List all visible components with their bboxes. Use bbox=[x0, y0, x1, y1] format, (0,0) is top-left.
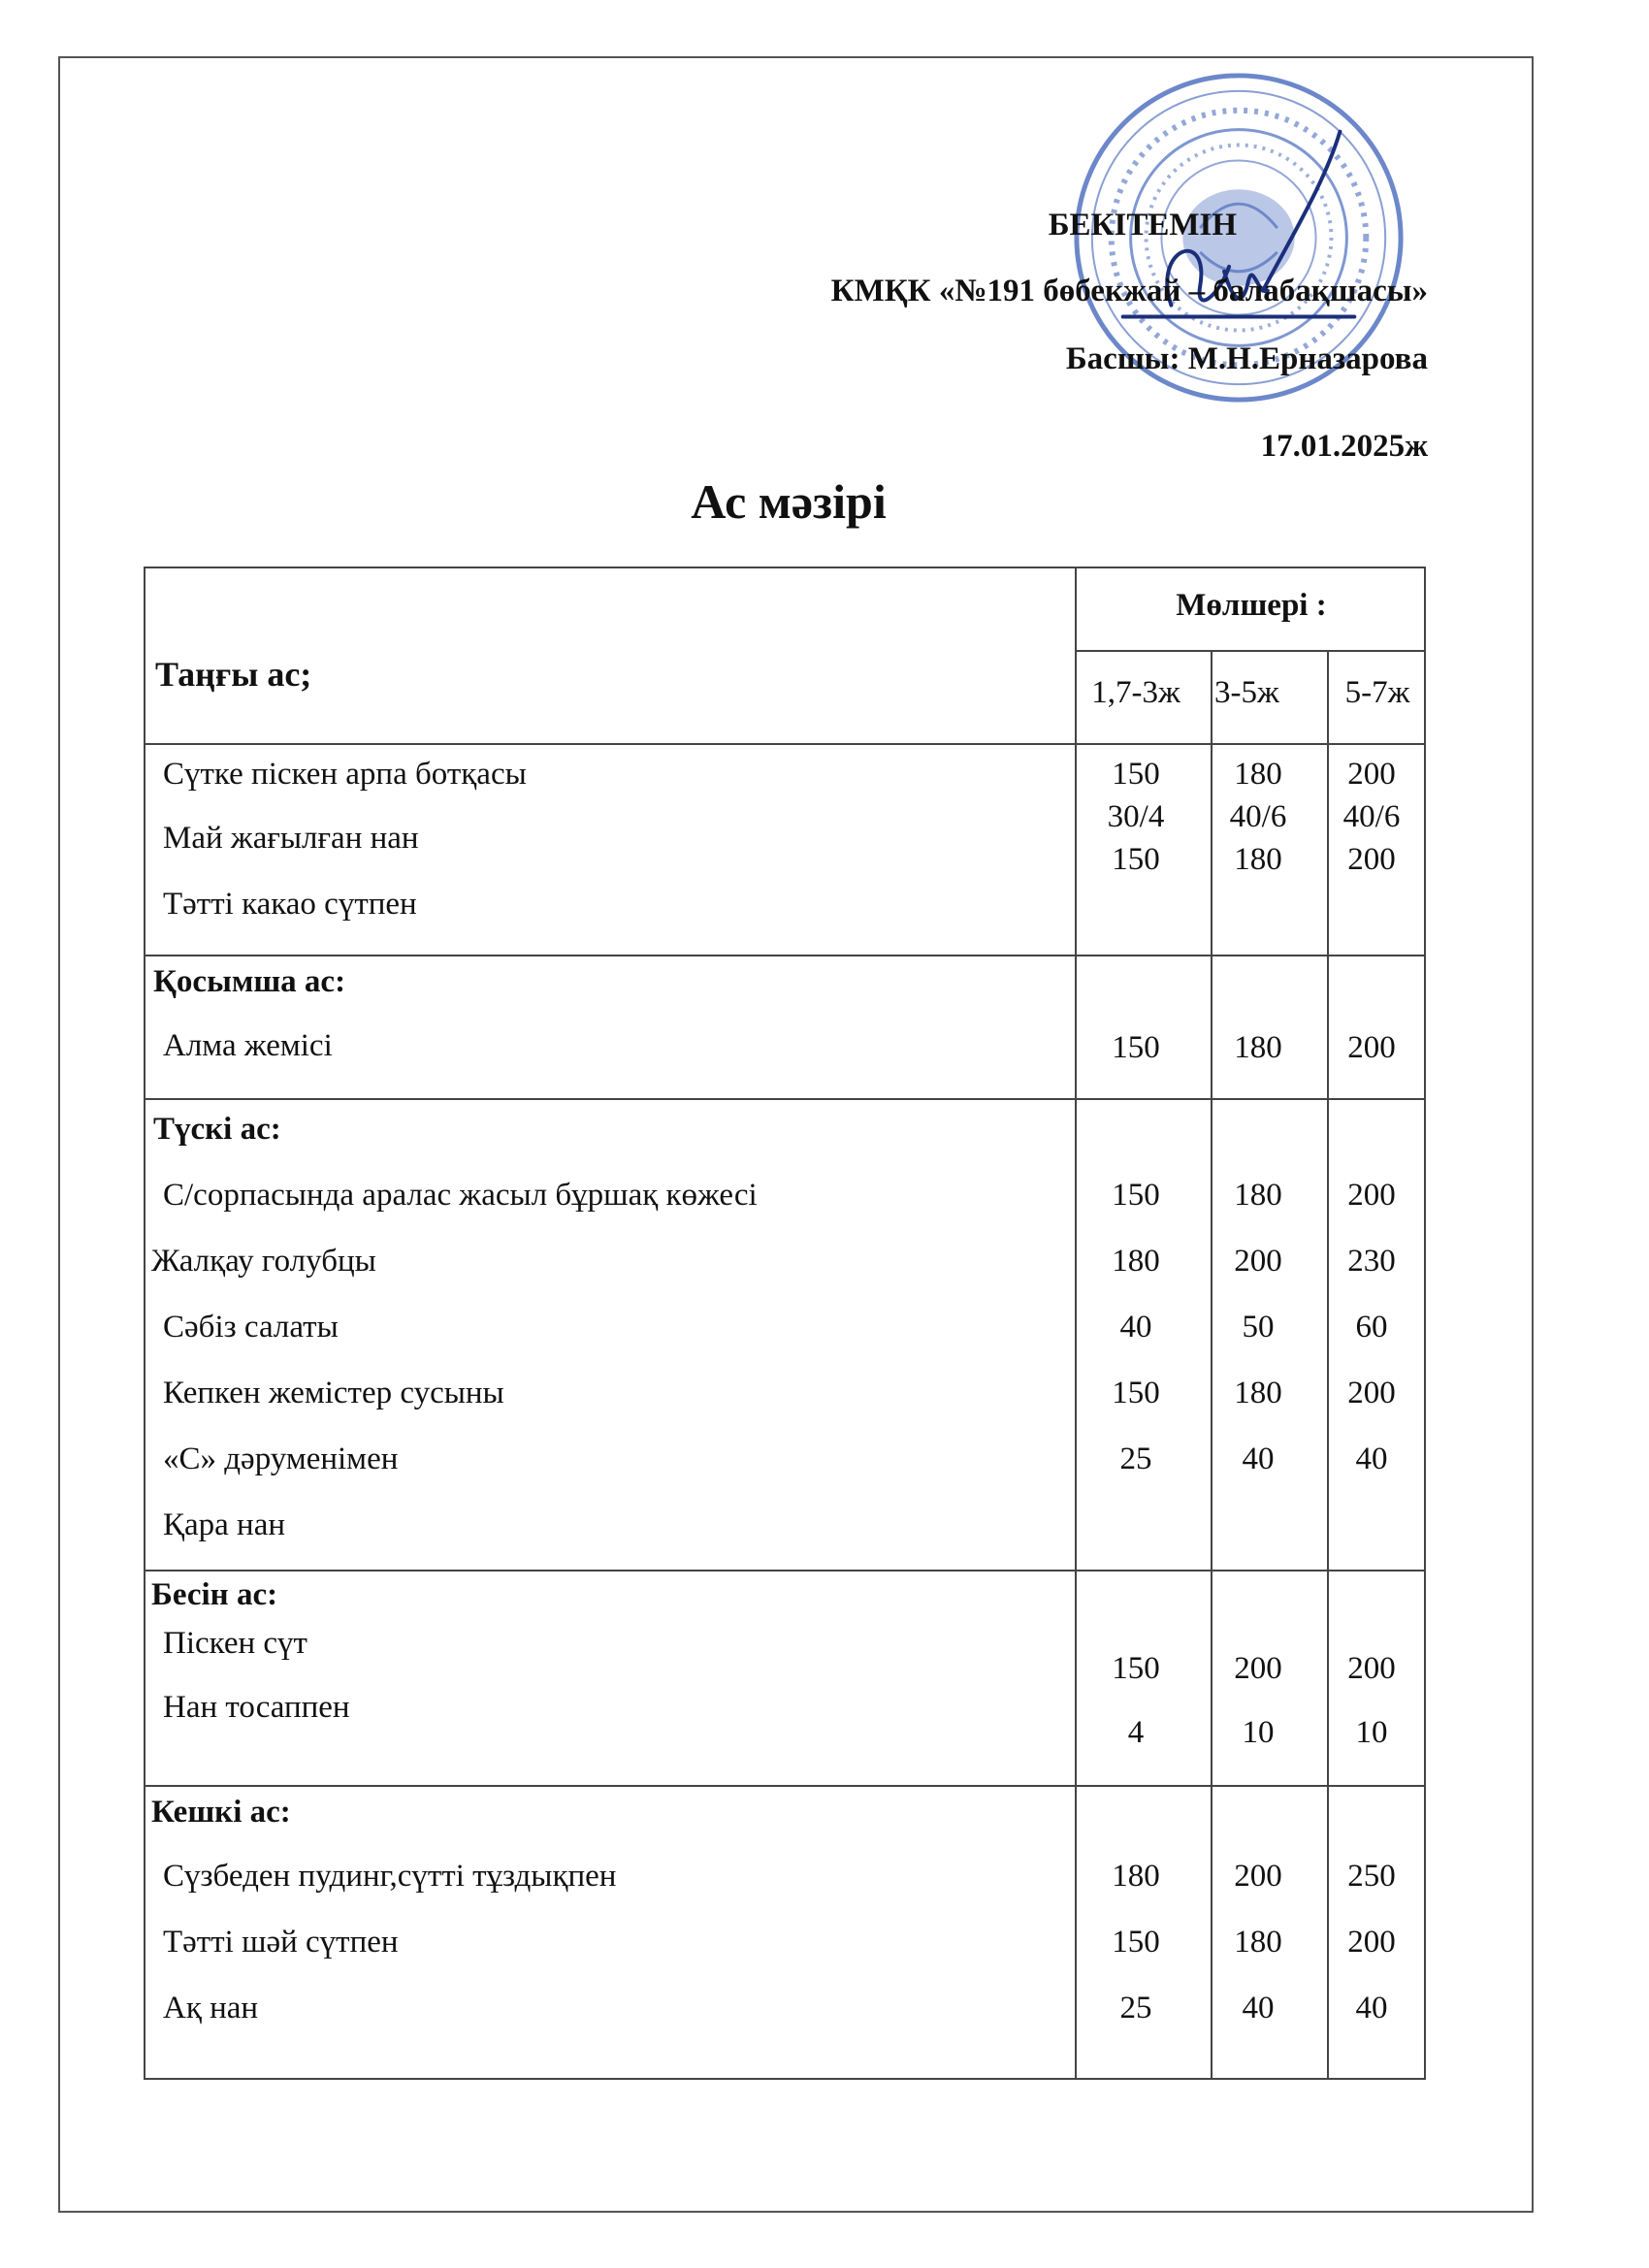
menu-item: «С» дәруменімен bbox=[163, 1442, 399, 1476]
amount-cell: 150 bbox=[1112, 1376, 1160, 1410]
menu-item: Алма жемісі bbox=[163, 1028, 333, 1063]
amount-cell: 230 bbox=[1347, 1244, 1396, 1279]
amount-cell: 40 bbox=[1355, 1991, 1388, 2025]
amount-cell: 40 bbox=[1119, 1310, 1152, 1345]
amount-header: Мөлшері : bbox=[1176, 588, 1327, 623]
amount-cell: 200 bbox=[1347, 1651, 1396, 1686]
amount-cell: 180 bbox=[1234, 1376, 1282, 1410]
amount-cell: 250 bbox=[1347, 1859, 1396, 1894]
menu-item: С/сорпасында аралас жасыл бұршақ көжесі bbox=[163, 1178, 758, 1213]
amount-cell: 40/6 bbox=[1229, 799, 1287, 834]
menu-table bbox=[144, 567, 1426, 2080]
amount-cell: 180 bbox=[1112, 1859, 1160, 1894]
breakfast-title: Таңғы ас; bbox=[155, 655, 312, 694]
amount-cell: 150 bbox=[1112, 1651, 1160, 1686]
menu-item: Нан тосаппен bbox=[163, 1690, 350, 1725]
menu-item: Май жағылған нан bbox=[163, 821, 419, 856]
menu-item: Тәтті шәй сүтпен bbox=[163, 1925, 399, 1960]
menu-item: Тәтті какао сүтпен bbox=[163, 887, 417, 922]
column-divider bbox=[1075, 568, 1077, 2078]
row-divider bbox=[146, 743, 1424, 745]
amount-cell: 150 bbox=[1112, 757, 1160, 792]
menu-item: Қара нан bbox=[163, 1507, 286, 1542]
amount-cell: 10 bbox=[1242, 1715, 1275, 1750]
amount-cell: 180 bbox=[1112, 1244, 1160, 1279]
amount-cell: 40 bbox=[1355, 1442, 1388, 1476]
menu-item: Сүзбеден пудинг,сүтті тұздықпен bbox=[163, 1859, 617, 1894]
amount-cell: 40/6 bbox=[1342, 799, 1401, 834]
age-group-header: 1,7-3ж bbox=[1091, 675, 1180, 710]
menu-item: Ақ нан bbox=[163, 1991, 259, 2025]
amount-cell: 200 bbox=[1347, 1925, 1396, 1960]
approval-organization: КМҚК «№191 бөбекжай – балабақшасы» bbox=[830, 274, 1428, 308]
amount-cell: 60 bbox=[1355, 1310, 1388, 1345]
amount-cell: 25 bbox=[1119, 1442, 1152, 1476]
afternoon-title: Бесін ас: bbox=[151, 1577, 278, 1612]
amount-cell: 40 bbox=[1242, 1442, 1275, 1476]
age-group-header: 3-5ж bbox=[1214, 675, 1279, 710]
amount-cell: 200 bbox=[1234, 1859, 1282, 1894]
row-divider bbox=[146, 1098, 1424, 1100]
amount-cell: 180 bbox=[1234, 1178, 1282, 1213]
amount-cell: 4 bbox=[1127, 1715, 1145, 1750]
approval-head: Басшы: М.Н.Ерназарова bbox=[1065, 341, 1428, 376]
snack-title: Қосымша ас: bbox=[153, 964, 346, 999]
approval-title: БЕКІТЕМІН bbox=[1048, 208, 1237, 243]
menu-item: Жалқау голубцы bbox=[151, 1244, 376, 1279]
page-title: Ас мәзірі bbox=[691, 474, 887, 529]
row-divider bbox=[146, 1570, 1424, 1571]
amount-cell: 150 bbox=[1112, 1030, 1160, 1065]
amount-cell: 10 bbox=[1355, 1715, 1388, 1750]
amount-cell: 200 bbox=[1347, 757, 1396, 792]
menu-item: Сәбіз салаты bbox=[163, 1310, 339, 1345]
lunch-title: Түскі ас: bbox=[153, 1112, 281, 1147]
amount-cell: 180 bbox=[1234, 757, 1282, 792]
row-divider bbox=[146, 1785, 1424, 1787]
amount-cell: 40 bbox=[1242, 1991, 1275, 2025]
amount-cell: 180 bbox=[1234, 1030, 1282, 1065]
menu-item: Сүтке піскен арпа ботқасы bbox=[163, 757, 527, 792]
amount-cell: 200 bbox=[1234, 1651, 1282, 1686]
amount-cell: 200 bbox=[1347, 1030, 1396, 1065]
amount-cell: 180 bbox=[1234, 842, 1282, 877]
amount-cell: 200 bbox=[1347, 1376, 1396, 1410]
amount-cell: 200 bbox=[1234, 1244, 1282, 1279]
amount-cell: 150 bbox=[1112, 1178, 1160, 1213]
amount-cell: 25 bbox=[1119, 1991, 1152, 2025]
amount-cell: 200 bbox=[1347, 1178, 1396, 1213]
menu-item: Піскен сүт bbox=[163, 1626, 307, 1661]
dinner-title: Кешкі ас: bbox=[151, 1795, 291, 1830]
amount-cell: 180 bbox=[1234, 1925, 1282, 1960]
amount-cell: 30/4 bbox=[1107, 799, 1165, 834]
age-group-header: 5-7ж bbox=[1344, 675, 1410, 710]
amount-cell: 150 bbox=[1112, 842, 1160, 877]
amount-cell: 200 bbox=[1347, 842, 1396, 877]
menu-item: Кепкен жемістер сусыны bbox=[163, 1376, 504, 1410]
row-divider bbox=[146, 955, 1424, 956]
approval-date: 17.01.2025ж bbox=[1260, 429, 1428, 464]
row-divider bbox=[1075, 650, 1424, 652]
amount-cell: 50 bbox=[1242, 1310, 1275, 1345]
amount-cell: 150 bbox=[1112, 1925, 1160, 1960]
